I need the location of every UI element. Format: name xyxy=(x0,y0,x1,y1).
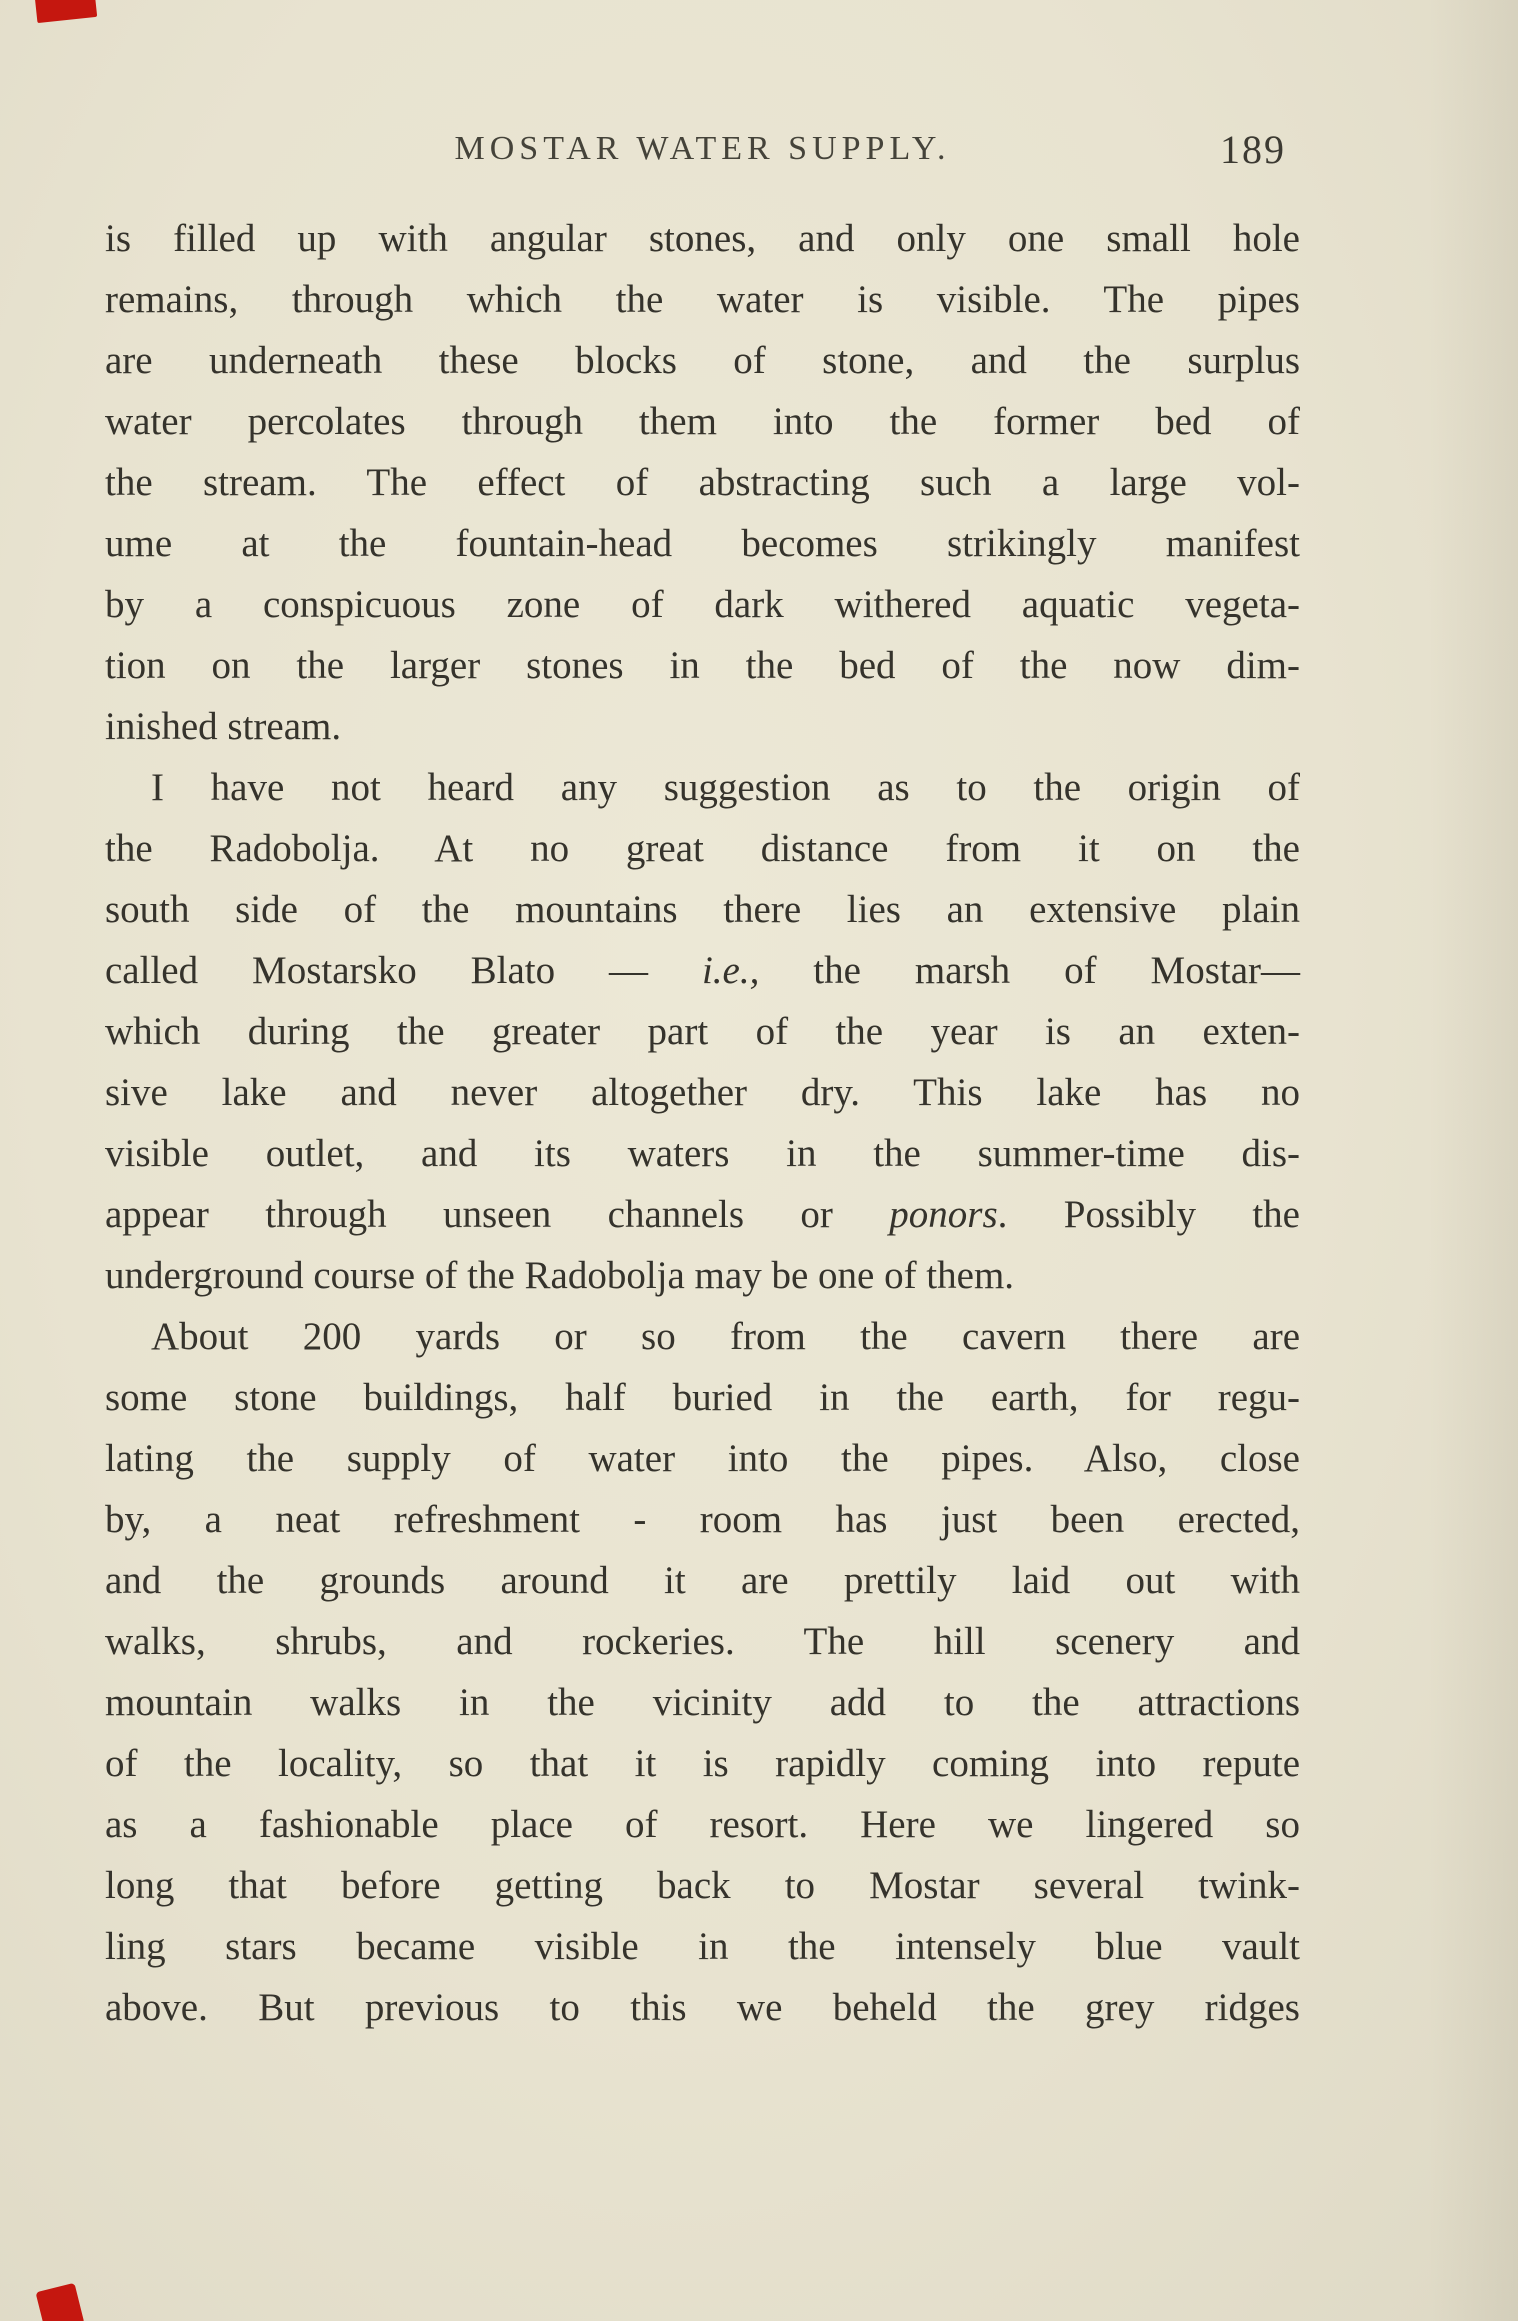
text-line xyxy=(105,330,1300,391)
text-line xyxy=(105,1977,1300,2038)
text-line xyxy=(105,1550,1300,1611)
text-line xyxy=(105,1184,1300,1245)
page-number: 189 xyxy=(1220,127,1286,172)
text-line xyxy=(105,879,1300,940)
text-line xyxy=(105,1489,1300,1550)
text-line xyxy=(105,635,1300,696)
text-segment: the marsh of Mostar— xyxy=(759,949,1301,992)
paragraph xyxy=(105,757,1300,1306)
text-line xyxy=(105,1123,1300,1184)
text-line xyxy=(105,1672,1300,1733)
page-body xyxy=(105,208,1300,2038)
text-segment: above. But previous to this we beheld the grey ridges xyxy=(105,1986,1300,2029)
text-line xyxy=(105,1428,1300,1489)
text-line xyxy=(105,1245,1300,1306)
text-line xyxy=(105,1916,1300,1977)
text-line xyxy=(105,1001,1300,1062)
italic-text: i.e., xyxy=(701,949,760,992)
text-segment: inished stream. xyxy=(105,705,342,748)
text-line xyxy=(105,1306,1300,1367)
text-segment: tion on the larger stones in the bed of the now dim- xyxy=(105,644,1300,687)
page-header xyxy=(105,127,1300,180)
text-line xyxy=(105,452,1300,513)
text-segment: the stream. The effect of abstracting such a large vol- xyxy=(105,461,1300,504)
text-segment: remains, through which the water is visible. The pipes xyxy=(105,278,1300,321)
text-segment: of the locality, so that it is rapidly coming into repute xyxy=(105,1742,1300,1785)
text-line xyxy=(105,1733,1300,1794)
text-segment: sive lake and never altogether dry. This lake has no xyxy=(105,1071,1300,1114)
text-line xyxy=(105,696,1300,757)
text-segment: mountain walks in the vicinity add to the attractions xyxy=(105,1681,1300,1724)
text-segment: appear through unseen channels or xyxy=(105,1193,890,1236)
text-segment: I have not heard any suggestion as to the origin of xyxy=(151,766,1300,809)
text-segment: long that before getting back to Mostar several twink- xyxy=(105,1864,1300,1907)
text-segment: by a conspicuous zone of dark withered aquatic vegeta- xyxy=(105,583,1300,626)
text-line xyxy=(105,1611,1300,1672)
text-segment: are underneath these blocks of stone, and the surplus xyxy=(105,339,1300,382)
text-segment: underground course of the Radobolja may be one of them. xyxy=(105,1254,1015,1297)
text-line xyxy=(105,1367,1300,1428)
text-line xyxy=(105,1062,1300,1123)
text-segment: as a fashionable place of resort. Here we lingered so xyxy=(105,1803,1300,1846)
text-line xyxy=(105,513,1300,574)
text-line xyxy=(105,1855,1300,1916)
italic-text: ponors xyxy=(889,1193,998,1236)
text-segment: . Possibly the xyxy=(997,1193,1300,1236)
text-segment: visible outlet, and its waters in the summer-time dis- xyxy=(105,1132,1300,1175)
text-segment: south side of the mountains there lies an extensive plain xyxy=(105,888,1300,931)
text-segment: walks, shrubs, and rockeries. The hill scenery and xyxy=(105,1620,1300,1663)
text-line xyxy=(105,757,1300,818)
text-segment: is filled up with angular stones, and only one small hole xyxy=(105,217,1300,260)
paragraph xyxy=(105,208,1300,757)
text-line xyxy=(105,940,1300,1001)
text-segment: and the grounds around it are prettily laid out with xyxy=(105,1559,1300,1602)
text-segment: called Mostarsko Blato — xyxy=(105,949,702,992)
text-line xyxy=(105,818,1300,879)
text-segment: some stone buildings, half buried in the earth, for regu- xyxy=(105,1376,1300,1419)
text-line xyxy=(105,208,1300,269)
text-line xyxy=(105,269,1300,330)
text-segment: the Radobolja. At no great distance from it on the xyxy=(105,827,1300,870)
text-segment: ume at the fountain-head becomes strikingly manifest xyxy=(105,522,1300,565)
text-segment: About 200 yards or so from the cavern there are xyxy=(151,1315,1300,1358)
text-line xyxy=(105,574,1300,635)
paragraph xyxy=(105,1306,1300,2038)
text-segment: by, a neat refreshment - room has just been erected, xyxy=(105,1498,1300,1541)
text-line xyxy=(105,391,1300,452)
text-segment: lating the supply of water into the pipes. Also, close xyxy=(105,1437,1300,1480)
red-tape-mark-bottom xyxy=(36,2283,85,2321)
text-segment: which during the greater part of the year is an exten- xyxy=(105,1010,1300,1053)
text-segment: ling stars became visible in the intensely blue vault xyxy=(105,1925,1300,1968)
red-tape-mark-top xyxy=(35,0,97,23)
text-line xyxy=(105,1794,1300,1855)
running-title: MOSTAR WATER SUPPLY. xyxy=(454,130,951,167)
text-segment: water percolates through them into the former bed of xyxy=(105,400,1300,443)
